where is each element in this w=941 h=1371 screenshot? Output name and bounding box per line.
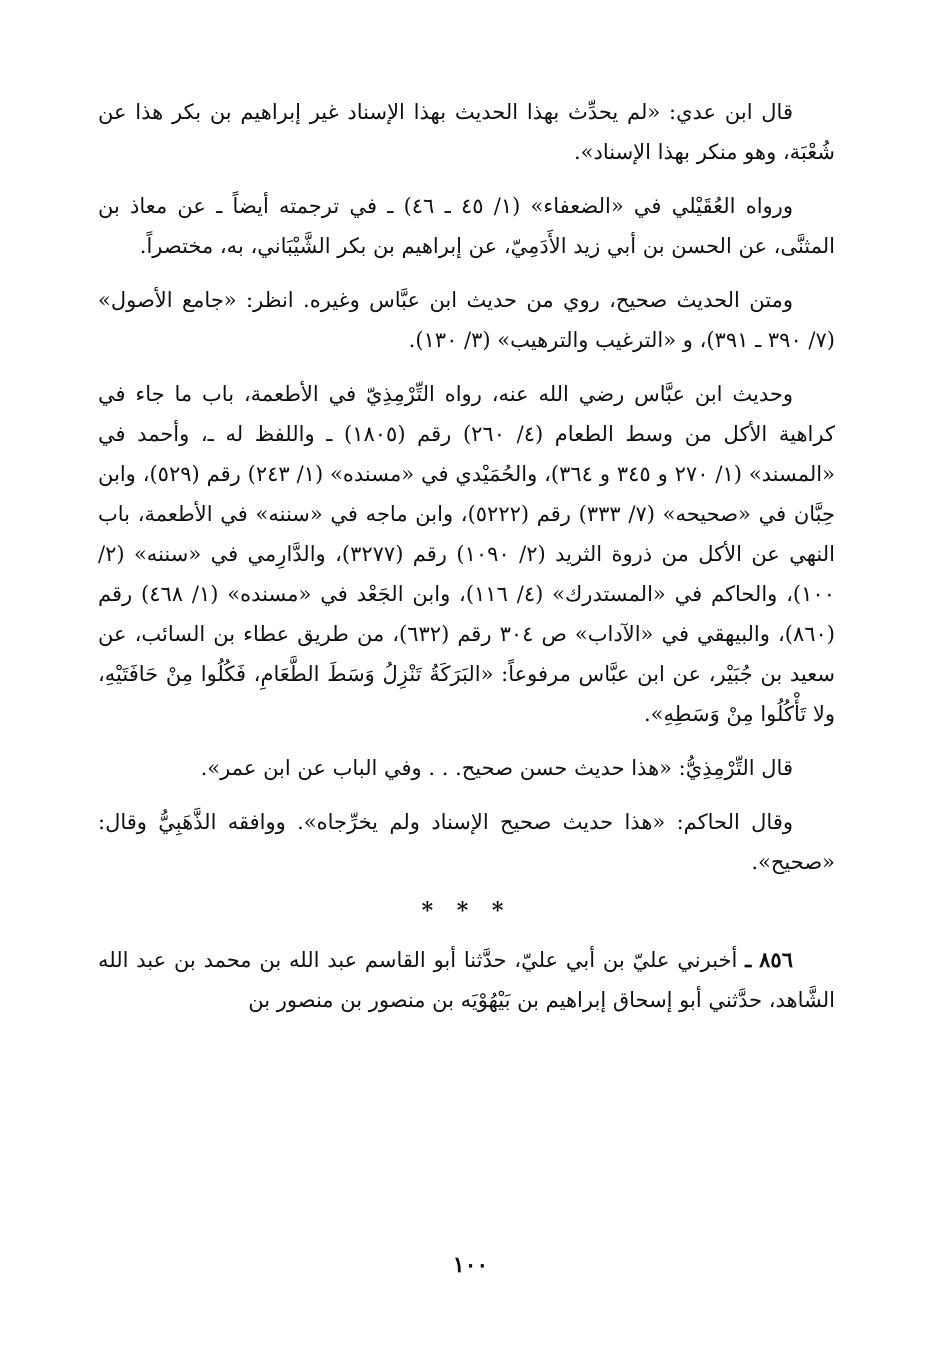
paragraph-hakim: وقال الحاكم: «هذا حديث صحيح الإسناد ولم يخرِّجاه». ووافقه الذَّهَبِيُّ وقال: «صحيح». — [98, 810, 835, 874]
paragraph-matn: ومتن الحديث صحيح، روي من حديث ابن عبَّاس وغيره. انظر: «جامع الأصول» (٧/ ٣٩٠ ـ ٣٩١)، و «الترغيب والترهيب» (٣/ ١٣٠). — [98, 288, 835, 352]
entry-dash: ـ — [745, 947, 752, 972]
entry-856 — [98, 940, 835, 1020]
paragraph-ibn-adi: قال ابن عدي: «لم يحدِّث بهذا الحديث بهذا الإسناد غير إبراهيم بن بكر هذا عن شُعْبَة، وهو منكر بهذا الإسناد». — [98, 100, 835, 164]
section-separator: * * * — [421, 898, 512, 924]
page-number: ١٠٠ — [452, 1252, 489, 1278]
paragraph-ibn-abbas-hadith: وحديث ابن عبَّاس رضي الله عنه، رواه التِّرْمِذِيّ في الأطعمة، باب ما جاء في كراهية الأكل من وسط الطعام (٤/ ٢٦٠) رقم (١٨٠٥) ـ واللفظ له ـ، وأحمد في «المسند» (١/ ٢٧٠ و ٣٤٥ و ٣٦٤)، والحُمَيْدي في «مسنده» (١/ ٢٤٣) رقم (٥٢٩)، وابن حِبَّان في «صحيحه» (٧/ ٣٣٣) رقم (٥٢٢٢)، وابن ماجه في «سننه» في الأطعمة، باب النهي عن الأكل من ذروة الثريد (٢/ ١٠٩٠) رقم (٣٢٧٧)، والدَّارِمي في «سننه» (٢/ ١٠٠)، والحاكم في «المستدرك» (٤/ ١١٦)، وابن الجَعْد في «مسنده» (١/ ٤٦٨) رقم (٨٦٠)، والبيهقي في «الآداب» ص ٣٠٤ رقم (٦٣٢)، من طريق عطاء بن السائب، عن سعيد بن جُبَيْر، عن ابن عبَّاس مرفوعاً: «البَرَكَةُ تَنْزِلُ وَسَطَ الطَّعَامِ، فَكُلُوا مِنْ حَافَتَيْهِ، ولا تَأْكُلُوا مِنْ وَسَطِهِ». — [98, 382, 835, 726]
paragraph-uqayli: ورواه العُقَيْلي في «الضعفاء» (١/ ٤٥ ـ ٤٦) ـ في ترجمته أيضاً ـ عن معاذ بن المثنَّى، عن الحسن بن أبي زيد الأَدَمِيّ، عن إبراهيم بن بكر الشَّيْبَاني، به، مختصراً. — [98, 194, 835, 258]
entry-text: أخبرني عليّ بن أبي عليّ، حدَّثنا أبو القاسم عبد الله بن محمد بن عبد الله الشَّاهد، حدَّثني أبو إسحاق إبراهيم بن بَيْهُوْيَه بن منصور بن منصور بن — [98, 948, 835, 1012]
entry-number: ٨٥٦ — [759, 947, 793, 972]
page-body — [98, 92, 835, 1020]
paragraph-tirmidhi: قال التِّرْمِذِيُّ: «هذا حديث حسن صحيح. . . وفي الباب عن ابن عمر». — [200, 756, 793, 780]
